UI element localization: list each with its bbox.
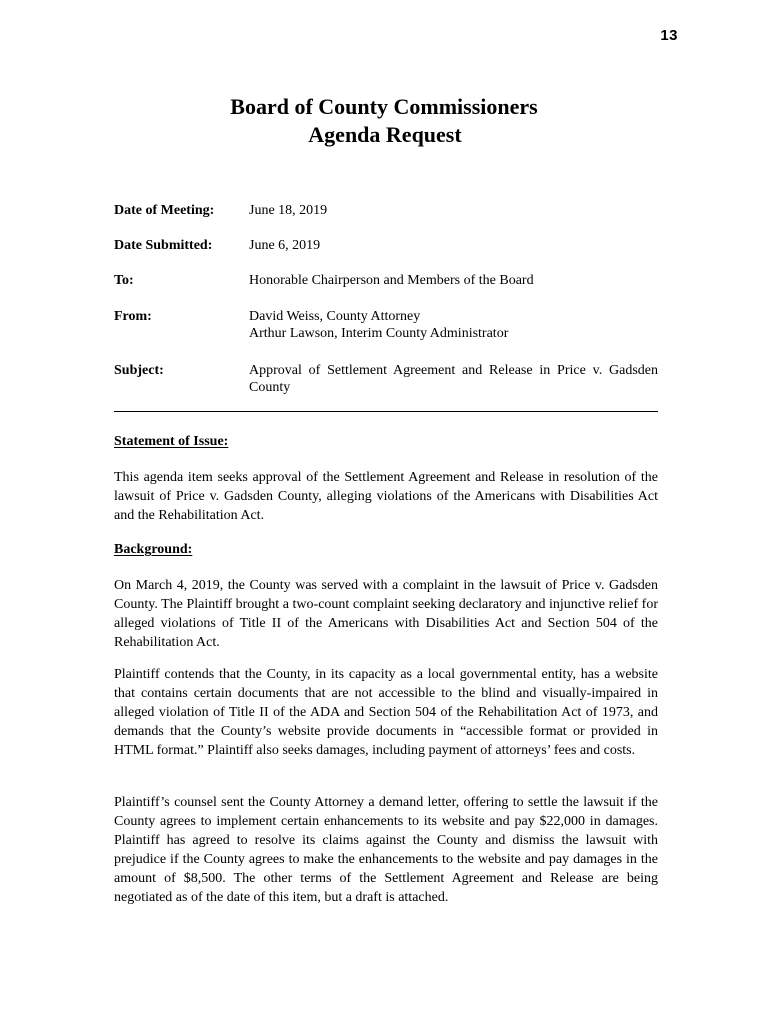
field-label: From:: [114, 309, 152, 324]
field-value: June 18, 2019: [249, 203, 328, 218]
page-number: 13: [660, 27, 678, 44]
field-label: To:: [114, 273, 134, 288]
from-line-2: Arthur Lawson, Interim County Administrator: [249, 326, 509, 341]
field-value: [249, 308, 658, 342]
title-line-2: Agenda Request: [308, 122, 462, 147]
field-label: Date Submitted:: [114, 238, 213, 253]
field-value: Approval of Settlement Agreement and Release in Price v. Gadsden County: [249, 363, 658, 395]
horizontal-rule: [114, 411, 658, 412]
field-value: Honorable Chairperson and Members of the Board: [249, 273, 534, 288]
field-value: June 6, 2019: [249, 238, 321, 253]
statement-of-issue-text: This agenda item seeks approval of the Settlement Agreement and Release in resolution of the lawsuit of Price v. Gadsden County, alleging violations of the Americans with Disabilities Act and the Rehabilitation Act.: [114, 470, 658, 523]
field-label: Date of Meeting:: [114, 203, 215, 218]
title-line-1: Board of County Commissioners: [230, 94, 538, 119]
background-heading: Background:: [114, 542, 193, 557]
background-paragraph: On March 4, 2019, the County was served with a complaint in the lawsuit of Price v. Gadsden County. The Plaintiff brought a two-count complaint seeking declaratory and injunctive relief for alleged violations of Title II of the Americans with Disabilities Act and Section 504 of the Rehabilitation Act.: [114, 578, 658, 650]
background-paragraph: Plaintiff’s counsel sent the County Attorney a demand letter, offering to settle the lawsuit if the County agrees to implement certain enhancements to its website and pay $22,000 in damages. Plaintiff has agreed to resolve its claims against the County and dismiss the lawsuit with prejudice if the County agrees to make the enhancements to the website and pay damages in the amount of $8,500. The other terms of the Settlement Agreement and Release are being negotiated as of the date of this item, but a draft is attached.: [114, 795, 658, 905]
background-paragraph: Plaintiff contends that the County, in its capacity as a local governmental entity, has a website that contains certain documents that are not accessible to the blind and visually-impaired in alleged violation of Title II of the ADA and Section 504 of the Rehabilitation Act of 1973, and demands that the County’s website provide documents in “accessible format or provided in HTML format.” Plaintiff also seeks damages, including payment of attorneys’ fees and costs.: [114, 667, 658, 758]
field-label: Subject:: [114, 363, 164, 378]
document-title: [0, 93, 770, 149]
statement-of-issue-heading: Statement of Issue:: [114, 434, 229, 449]
from-line-1: David Weiss, County Attorney: [249, 309, 421, 324]
